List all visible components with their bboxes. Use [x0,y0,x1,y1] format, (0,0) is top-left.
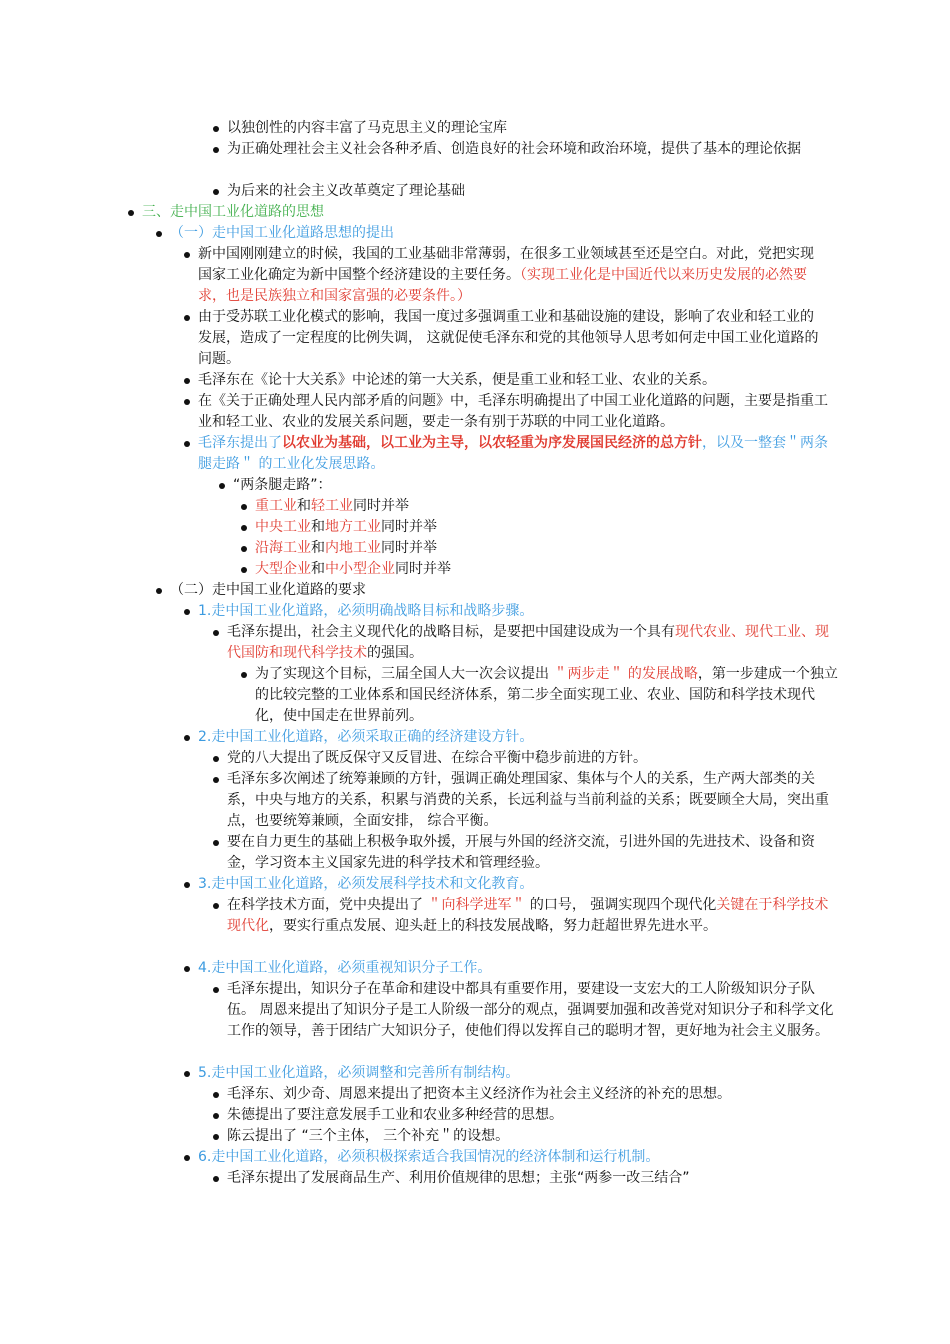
list-item-text: 由于受苏联工业化模式的影响，我国一度过多强调重工业和基础设施的建设，影响了农业和轻工业的发展，造成了一定程度的比例失调， 这就促使毛泽东和党的其他领导人思考如何走中国工业化道路的问题。 [198,309,819,367]
list-item-text: 毛泽东多次阐述了统筹兼顾的方针，强调正确处理国家、集体与个人的关系，生产两大部类的关系，中央与地方的关系，积累与消费的关系，长远利益与当前利益的关系；既要顾全大局，突出重点，也要统筹兼顾，全面安排， 综合平衡。 [227,771,829,829]
list-item-text: 要在自力更生的基础上积极争取外援，开展与外国的经济交流，引进外国的先进技术、设备和资金，学习资本主义国家先进的科学技术和管理经验。 [227,834,815,871]
bullet-icon [213,756,219,762]
bullet-icon [219,483,225,489]
list-item-text: 在《关于正确处理人民内部矛盾的问题》中，毛泽东明确提出了中国工业化道路的问题，主要是指重工业和轻工业、农业的发展关系问题，要走一条有别于苏联的中同工业化道路。 [198,393,828,430]
list-item [227,622,837,664]
list-item [227,979,837,1042]
list-item [198,370,824,391]
list-item [227,118,837,139]
subsection-heading-text: （一）走中国工业化道路思想的提出 [170,225,394,241]
list-item-text: 以独创性的内容丰富了马克思主义的理论宝库 [227,120,507,136]
list-item [227,1084,837,1105]
bullet-icon [213,1113,219,1119]
bullet-icon [213,1176,219,1182]
bullet-icon [241,567,247,573]
bullet-icon [213,1134,219,1140]
list-item [233,475,833,496]
list-item-text: “两条腿走路”： [233,477,332,493]
list-item [227,1126,837,1147]
bullet-icon [241,672,247,678]
list-item-text: 5.走中国工业化道路，必须调整和完善所有制结构。 [198,1065,520,1081]
list-item [198,307,824,370]
list-item [198,244,824,307]
bullet-icon [213,147,219,153]
bullet-icon [184,735,190,741]
list-item-text: 沿海工业和内地工业同时并举 [255,540,437,556]
bullet-icon [184,399,190,405]
bullet-icon [213,630,219,636]
list-item-text: 重工业和轻工业同时并举 [255,498,409,514]
list-item [198,601,838,622]
list-item [227,748,837,769]
list-item [198,1147,838,1168]
list-item-text: 毛泽东提出，社会主义现代化的战略目标，是要把中国建设成为一个具有现代农业、现代工业、现代国防和现代科学技术的强国。 [227,624,829,661]
bullet-icon [156,231,162,237]
list-item-text: 新中国刚刚建立的时候，我国的工业基础非常薄弱，在很多工业领域甚至还是空白。对此，党把实现国家工业化确定为新中国整个经济建设的主要任务。（实现工业化是中国近代以来历史发展的必然要求，也是民族独立和国家富强的必要条件。） [198,246,814,304]
subsection-heading [170,223,840,244]
list-item [198,874,838,895]
bullet-icon [241,504,247,510]
bullet-icon [184,378,190,384]
list-item-text: 2.走中国工业化道路，必须采取正确的经济建设方针。 [198,729,534,745]
list-item [227,181,837,202]
bullet-icon [213,987,219,993]
list-item [198,958,838,979]
list-item-text: 3.走中国工业化道路，必须发展科学技术和文化教育。 [198,876,534,892]
bullet-icon [213,840,219,846]
bullet-icon [241,525,247,531]
bullet-icon [128,210,134,216]
list-item [198,391,834,433]
list-item [227,1105,837,1126]
list-item-text: 中央工业和地方工业同时并举 [255,519,437,535]
list-item [227,895,837,937]
bullet-icon [184,252,190,258]
bullet-icon [213,1092,219,1098]
list-item [227,139,839,160]
bullet-icon [241,546,247,552]
list-item [255,517,815,538]
list-item [255,538,815,559]
list-item [198,727,838,748]
bullet-icon [213,903,219,909]
list-item-text: 毛泽东、刘少奇、周恩来提出了把资本主义经济作为社会主义经济的补充的思想。 [227,1086,731,1102]
bullet-icon [184,966,190,972]
list-item-text: 在科学技术方面，党中央提出了 ＂向科学进军＂ 的口号， 强调实现四个现代化关键在于科学技术现代化，要实行重点发展、迎头赶上的科技发展战略，努力赶超世界先进水平。 [227,897,829,934]
bullet-icon [213,126,219,132]
list-item-text: 毛泽东提出，知识分子在革命和建设中都具有重要作用，要建设一支宏大的工人阶级知识分子队伍。 周恩来提出了知识分子是工人阶级一部分的观点，强调要加强和改善党对知识分子和科学文化工作的领导，善于团结广大知识分子，使他们得以发挥自己的聪明才智，更好地为社会主义服务。 [227,981,834,1039]
list-item [255,496,815,517]
subsection-heading [170,580,840,601]
bullet-icon [184,1155,190,1161]
list-item-text: 党的八大提出了既反保守又反冒进、在综合平衡中稳步前进的方针。 [227,750,647,766]
list-item-text: 4.走中国工业化道路，必须重视知识分子工作。 [198,960,492,976]
bullet-icon [184,315,190,321]
list-item-text: 1.走中国工业化道路，必须明确战略目标和战略步骤。 [198,603,534,619]
bullet-icon [184,882,190,888]
list-item-text: 为了实现这个目标，三届全国人大一次会议提出 ＂两步走＂ 的发展战略，第一步建成一个独立的比较完整的工业体系和国民经济体系，第二步全面实现工业、农业、国防和科学技术现代化，使中国走在世界前列。 [255,666,838,724]
list-item [198,433,828,475]
bullet-icon [213,189,219,195]
list-item [227,1168,837,1189]
section-heading-text: 三、走中国工业化道路的思想 [142,204,324,220]
bullet-icon [213,777,219,783]
list-item-text: 大型企业和中小型企业同时并举 [255,561,451,577]
list-item-text: 为后来的社会主义改革奠定了理论基础 [227,183,465,199]
list-item-text: 毛泽东提出了以农业为基础，以工业为主导，以农轻重为序发展国民经济的总方针，以及一整套＂两条腿走路＂ 的工业化发展思路。 [198,435,828,472]
list-item [255,559,815,580]
list-item-text: 朱德提出了要注意发展手工业和农业多种经营的思想。 [227,1107,563,1123]
bullet-icon [184,1071,190,1077]
list-item [255,664,839,727]
list-item [198,1063,838,1084]
list-item [227,769,837,832]
bullet-icon [156,588,162,594]
list-item [227,832,837,874]
bullet-icon [184,609,190,615]
list-item-text: 陈云提出了 “三个主体， 三个补充＂的设想。 [227,1128,510,1144]
section-heading [142,202,842,223]
list-item-text: 为正确处理社会主义社会各种矛盾、创造良好的社会环境和政治环境，提供了基本的理论依据 [227,141,801,157]
subsection-heading-text: （二）走中国工业化道路的要求 [170,582,366,598]
list-item-text: 毛泽东在《论十大关系》中论述的第一大关系，便是重工业和轻工业、农业的关系。 [198,372,716,388]
bullet-icon [184,441,190,447]
list-item-text: 毛泽东提出了发展商品生产、利用价值规律的思想；主张“两参一改三结合” [227,1170,690,1186]
list-item-text: 6.走中国工业化道路，必须积极探索适合我国情况的经济体制和运行机制。 [198,1149,660,1165]
